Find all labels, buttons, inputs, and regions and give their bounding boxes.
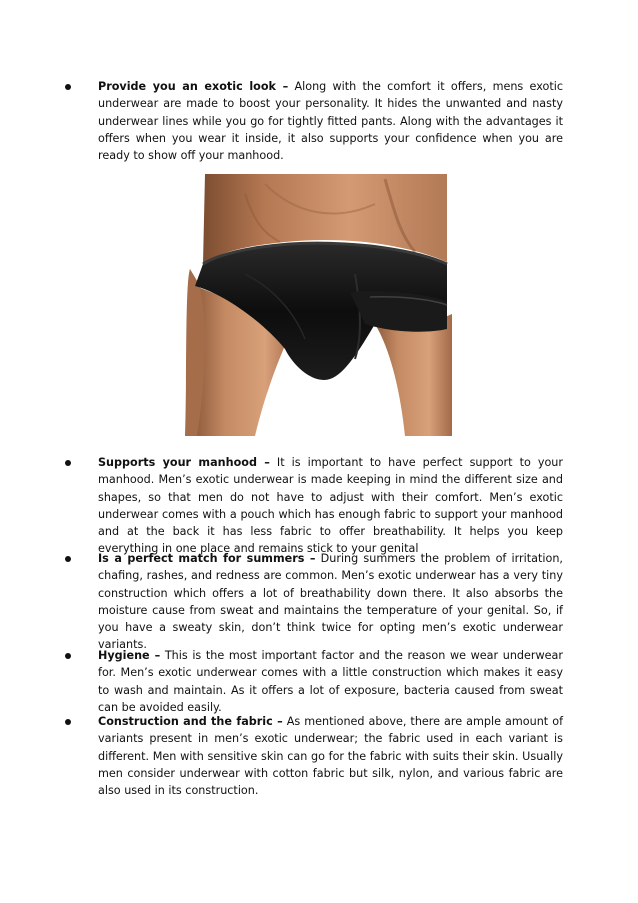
bullet-heading: Supports your manhood – bbox=[98, 456, 270, 469]
bullet-heading: Hygiene – bbox=[98, 649, 161, 662]
bullet-item-supports bbox=[98, 454, 563, 558]
bullet-item-hygiene bbox=[98, 647, 563, 716]
bullet-heading: Construction and the fabric – bbox=[98, 715, 283, 728]
bullet-item-exotic-look bbox=[98, 78, 563, 164]
bullet-heading: Is a perfect match for summers – bbox=[98, 552, 316, 565]
product-photo bbox=[185, 174, 452, 436]
bullet-text: This is the most important factor and the reason we wear underwear for. Men’s exotic underwear comes with a little construction which makes it easy to wash and maintain. As it offers a lot of exposure, bacteria caused from sweat can be avoided easily. bbox=[98, 649, 563, 714]
bullet-text: As mentioned above, there are ample amount of variants present in men’s exotic underwear; the fabric used in each variant is different. Men with sensitive skin can go for the fabric with suits their skin. Usually men consider underwear with cotton fabric but silk, nylon, and various fabric are also used in its construction. bbox=[98, 715, 564, 798]
bullet-icon bbox=[65, 653, 71, 659]
bullet-text: During summers the problem of irritation, chafing, rashes, and redness are common. Men’s exotic underwear has a very tiny construction which offers a lot of breathability down there. It also absorbs the moisture cause from sweat and maintains the temperature of your genital. So, if you have a sweaty skin, don’t think twice for opting men’s exotic underwear variants. bbox=[98, 552, 563, 652]
bullet-heading: Provide you an exotic look – bbox=[98, 80, 289, 93]
bullet-item-summers bbox=[98, 550, 563, 654]
bullet-icon bbox=[65, 460, 71, 466]
bullet-item-construction bbox=[98, 713, 563, 799]
bullet-icon bbox=[65, 556, 71, 562]
bullet-text: It is important to have perfect support to your manhood. Men’s exotic underwear is made keeping in mind the different size and shapes, so that men do not have to adjust with their comfort. Men’s exotic underwear comes with a pouch which has enough fabric to support your manhood and at the back it has less fabric to offer breathability. It helps you keep everything in one place and remains stick to your genital bbox=[98, 456, 563, 556]
bullet-icon bbox=[65, 719, 71, 725]
bullet-text: Along with the comfort it offers, mens exotic underwear are made to boost your personality. It hides the unwanted and nasty underwear lines while you go for tightly fitted pants. Along with the advantages it offers when you wear it inside, it also supports your confidence when you are ready to show off your manhood. bbox=[98, 80, 563, 163]
bullet-icon bbox=[65, 84, 71, 90]
